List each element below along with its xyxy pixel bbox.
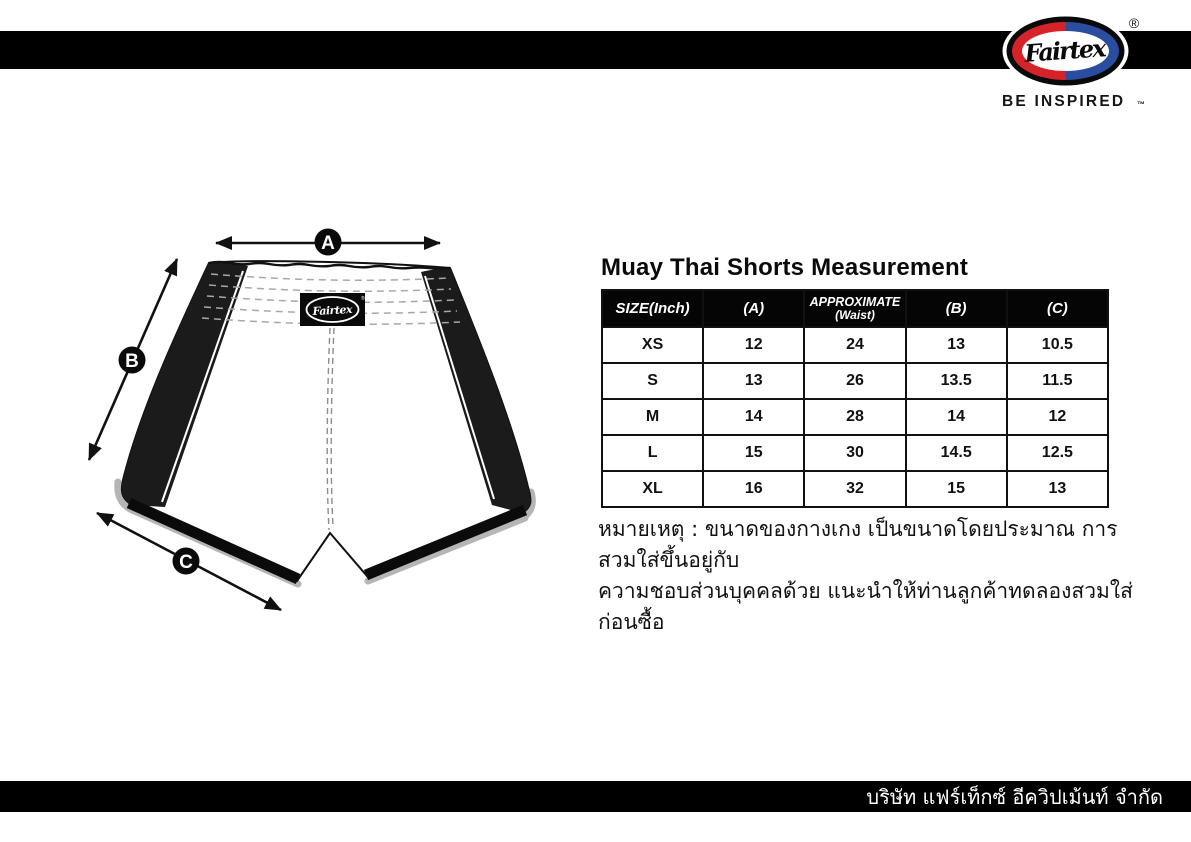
table-row-m: M 14 28 14 12 (602, 399, 1108, 435)
label-c: C (179, 552, 193, 573)
logo-wordmark: Fairtex (1023, 33, 1108, 68)
logo-tagline: BE INSPIRED (1002, 93, 1126, 110)
table-row-xl: XL 16 32 15 13 (602, 471, 1108, 507)
size-note (598, 514, 1133, 638)
col-header-b: (B) (906, 290, 1007, 327)
size-note-line2: ความชอบส่วนบุคคลด้วย แนะนำให้ท่านลูกค้าทดลองสวมใส่ก่อนซื้อ (598, 579, 1133, 634)
waistband-patch (300, 293, 365, 326)
patch-wordmark: Fairtex (312, 302, 353, 319)
trademark-mark: ™ (1137, 100, 1145, 109)
col-header-c: (C) (1007, 290, 1108, 327)
measurement-table (601, 289, 1109, 508)
col-header-waist: APPROXIMATE (Waist) (804, 290, 905, 327)
table-row-xs: XS 12 24 13 10.5 (602, 327, 1108, 363)
page-title: Muay Thai Shorts Measurement (601, 254, 969, 281)
table-header-row (602, 290, 1108, 327)
table-row-s: S 13 26 13.5 11.5 (602, 363, 1108, 399)
company-name: บริษัท แฟร์เท็กซ์ อีควิปเม้นท์ จำกัด (866, 784, 1163, 809)
footer-bar (0, 781, 1191, 812)
table-row-l: L 15 30 14.5 12.5 (602, 435, 1108, 471)
label-b: B (125, 351, 139, 372)
col-header-size: SIZE(Inch) (602, 290, 703, 327)
registered-mark-icon (1126, 15, 1142, 31)
label-a: A (321, 233, 335, 254)
fairtex-logo (985, 6, 1165, 110)
col-header-a: (A) (703, 290, 804, 327)
patch-registered-mark: ® (361, 296, 365, 302)
shorts-diagram (80, 210, 560, 630)
size-note-line1: หมายเหตุ : ขนาดของกางเกง เป็นขนาดโดยประมาณ การสวมใส่ขึ้นอยู่กับ (598, 517, 1118, 572)
fairtex-oval-icon (1003, 14, 1129, 89)
svg-text:®: ® (1128, 15, 1140, 31)
